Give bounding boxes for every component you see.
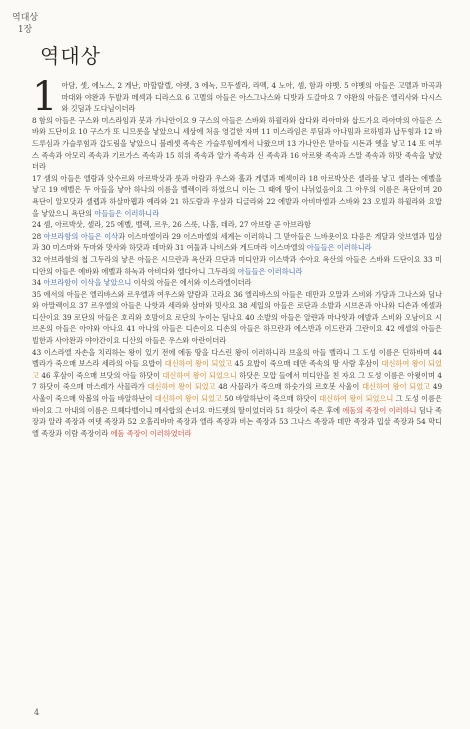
verse-paragraph	[32, 115, 442, 173]
highlighted-phrase: 아브라함이 이삭을 낳았으니	[43, 278, 132, 288]
verse-text: 28	[32, 231, 44, 241]
verse-text: 43 이스라엘 자손을 치리하는 왕이 있기 전에 에돔 땅을 다스린 왕이 이러하니라 브올의 아들 벨라니 그 도성 이름은 딘하바며 44 벨라가 죽으매 보스라 세라의 아들 요밥이	[32, 347, 442, 369]
verse-text: 34	[32, 278, 44, 288]
book-title: 역대상	[40, 44, 101, 68]
verse-text: 50 바알하난이 죽으매 하닷이	[221, 394, 320, 404]
highlighted-phrase: 대신하여 왕이 되었고	[154, 394, 222, 404]
verse-text: 그 도성 이름은 바이요 그 아내의 이름은 므헤다벨이니 메사합의 손녀요 마드렛의 딸이었더라 51 하닷이 죽은 후에	[32, 394, 443, 415]
highlighted-phrase: 대신하여 왕이 되었고	[32, 359, 442, 380]
running-head-chapter: 1장	[17, 25, 33, 35]
verse-paragraph	[32, 219, 442, 231]
verse-paragraph	[32, 173, 442, 219]
highlighted-phrase: 대신하여 왕이 되었고	[362, 382, 431, 392]
running-head-book: 역대상	[12, 13, 39, 23]
verse-paragraph	[32, 289, 442, 347]
verse-text: 32 아브라함의 첩 그두라의 낳은 아들은 시므란과 욕산과 므단과 미디안과 이스박과 수아요 욕산의 아들은 스바와 드단이요 33 미디안의 아들은 에바와 에벨과 하녹과 아비다와 엘다아니 그두라의	[32, 254, 442, 276]
highlighted-phrase: 대신하여 왕이 되었으니	[319, 394, 394, 404]
running-head	[12, 12, 38, 36]
verse-paragraph	[32, 74, 442, 120]
highlighted-phrase: 대신하여 왕이 되었으니	[162, 370, 237, 380]
verse-text: 46 후삼이 죽으매 브닷의 아들 하닷이	[38, 370, 163, 380]
highlighted-phrase: 대신하여 왕이 되었고	[147, 382, 216, 392]
highlighted-phrase: 아들들은 이러하니라	[237, 266, 303, 276]
verse-text: 하닷은 모압 들에서 미디안을 친 자요 그 도성 이름은 아윗이며 47 하닷이 죽으매 마스레가 사믈라가	[32, 370, 442, 392]
verse-text: 이삭의 아들은 에서와 이스라엘이더라	[131, 278, 252, 288]
verse-paragraph	[32, 347, 442, 440]
verse-text: 49 사울이 죽으매 악볼의 아들 바알하난이	[32, 382, 443, 404]
verse-text: 24 셈, 아르박삿, 셀라, 25 에벨, 벨렉, 르우, 26 스룩, 나홀, 데라, 27 아브람 곧 아브라함	[32, 220, 311, 230]
verse-text: 아담, 셋, 에노스, 2 게난, 마할랄렐, 야렛, 3 에녹, 므두셀라, 라멕, 4 노아, 셈, 함과 야벳. 5 야벳의 아들은 고멜과 마곡과 마대와 야완과 두발과 메섹과 디라스요 6 고멜의 아들은 아스그나스와 디밧과 도갈마요 7 야완의 아들은 엘리사와 다시스와 깃딤과 도다님이더라	[61, 81, 442, 114]
highlighted-phrase: 에돔의 족장이 이러하니	[342, 405, 417, 415]
chapter-body	[32, 74, 443, 439]
highlighted-phrase: 아브라함의 아들은 이삭	[43, 231, 119, 241]
verse-text: 딤나 족장과 알랴 족장과 여뎃 족장과 52 오홀리바마 족장과 엘라 족장과 비논 족장과 53 그나스 족장과 데만 족장과 밉살 족장과 54 막디엘 족장과 이람 족장이라	[32, 405, 442, 438]
highlighted-phrase: 아들들은 이러하니라	[306, 243, 372, 253]
verse-paragraph	[32, 231, 442, 254]
page-number: 4	[34, 708, 40, 717]
verse-paragraph	[32, 254, 442, 277]
highlighted-phrase: 대신하여 왕이 되었고	[164, 359, 233, 369]
verse-text: 17 셈의 아들은 엘람과 앗수르와 아르박삿과 룻과 아람과 우스와 훌과 게델과 메섹이라 18 아르박삿은 셀라를 낳고 셀라는 에벨을 낳고 19 에벨은 두 아들을 낳아 하나의 이름을 벨렉이라 하였으니 이는 그 때에 땅이 나뉘었음이요 그 아우의 이름은 욕단이며 20 욕단이 알모닷과 셀렙과 하살마웹과 예라와 21 하도람과 우살과 디글라와 22 에발과 아비마엘과 스바와 23 오빌과 하윌라와 요밥을 낳았으니 욕단의	[32, 173, 442, 218]
verse-text: 48 사믈라가 죽으매 하숫가의 르호봇 사울이	[215, 382, 363, 392]
highlighted-phrase: 에돔 족장이 이러하였더라	[110, 428, 192, 438]
verse-text: 35 에서의 아들은 엘리바스와 르우엘과 여우스와 얄람과 고라요 36 엘리바스의 아들은 데만과 오말과 스비와 가담과 그나스와 딤나와 아말렉이요 37 르우엘의 아들은 나핫과 세라와 삼마와 밋사요 38 세일의 아들은 로단과 소발과 시브온과 아나와 디손과 에셀과 디산이요 39 로단의 아들은 호리와 호맘이요 로단의 누이는 딤나요 40 소발의 아들은 알랸과 마나핫과 에발과 스비와 오남이요 시브온의 아들은 아야와 아나요 41 아나의 아들은 디손이요 디손의 아들은 하므란과 에스반과 이드란과 그란이요 42 에셀의 아들은 빌한과 사아완과 야아간이요 디산의 아들은 우스와 아란이더라	[32, 289, 442, 346]
chapter-dropcap: 1	[32, 74, 58, 120]
verse-text: 45 요밥이 죽으매 데만 족속의 땅 사람 후삼이	[232, 359, 382, 369]
verse-text: 과 이스마엘이라 29 이스마엘의 세계는 이러하니 그 맏아들은 느바욧이요 다음은 게달과 앗브엘과 밉삼과 30 미스마와 두마와 맛사와 하닷과 데마와 31 여둘과 나비스와 게드마라 이스마엘의	[32, 231, 442, 253]
highlighted-phrase: 아들들은 이러하니라	[94, 208, 160, 218]
verse-text: 8 함의 아들은 구스와 미스라임과 붓과 가나안이요 9 구스의 아들은 스바와 하윌라와 삽다와 라아마와 삽드가요 라아마의 아들은 스바와 드단이요 10 구스가 또 니므롯을 낳았으니 세상에 처음 영걸한 자며 11 미스라임은 루딤과 아나밈과 르하빔과 납두힘과 12 바드루심과 가슬루힘과 갑도림을 낳았으니 블레셋 족속은 가슬루힘에게서 나왔으며 13 가나안은 맏아들 시돈과 헷을 낳고 14 또 여부스 족속과 아모리 족속과 기르가스 족속과 15 히위 족속과 알가 족속과 신 족속과 16 아르왓 족속과 스말 족속과 하맛 족속을 낳았더라	[32, 115, 442, 172]
verse-paragraph	[32, 277, 442, 289]
